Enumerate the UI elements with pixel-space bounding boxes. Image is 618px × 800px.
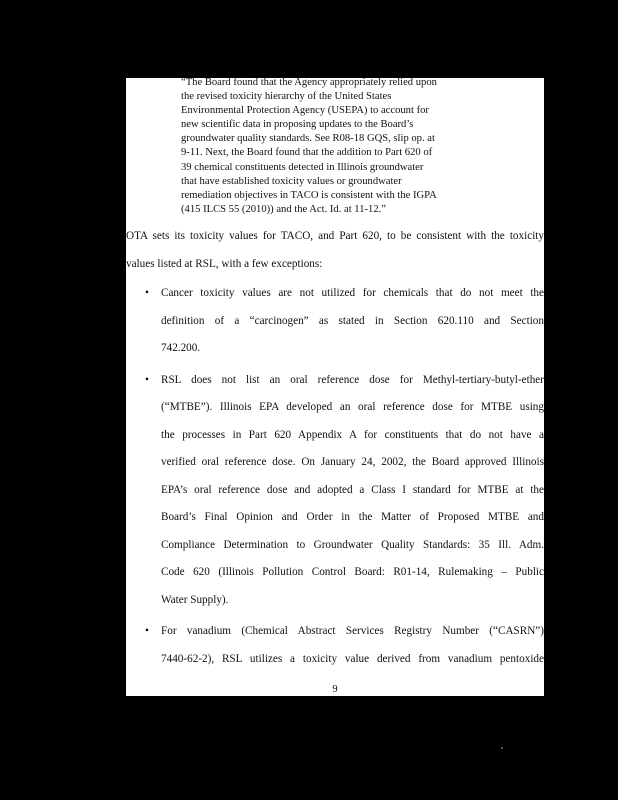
quote-line: 9-11. Next, the Board found that the addition to Part 620 of (181, 147, 433, 159)
bullet-line: Code 620 (Illinois Pollution Control Board: R01-14, Rulemaking – Public (161, 566, 544, 578)
bullet-line: verified oral reference dose. On January 24, 2002, the Board approved Illinois (161, 456, 544, 468)
quote-line: groundwater quality standards. See R08-18 GQS, slip op. at (181, 133, 435, 145)
bullet-icon: • (145, 373, 149, 386)
quote-line: remediation objectives in TACO is consistent with the IGPA (181, 189, 437, 201)
quote-line: Environmental Protection Agency (USEPA) to account for (181, 105, 429, 117)
block-quote (181, 78, 470, 217)
bullet-line: the processes in Part 620 Appendix A for constituents that do not have a (161, 428, 544, 441)
bullet-line: (“MTBE”). Illinois EPA developed an oral reference dose for MTBE using (161, 401, 544, 413)
bullet-line: Water Supply). (161, 593, 229, 606)
bullet-line: definition of a “carcinogen” as stated in Section 620.110 and Section (161, 314, 544, 327)
bullet-icon: • (145, 625, 149, 637)
bullet-line: RSL does not list an oral reference dose for Methyl-tertiary-butyl-ether (161, 373, 544, 386)
quote-line: (415 ILCS 55 (2010)) and the Act. Id. at 11-12.” (181, 203, 386, 215)
quote-line: “The Board found that the Agency appropriately relied upon (181, 78, 437, 88)
intro-line: OTA sets its toxicity values for TACO, and Part 620, to be consistent with the toxicity (126, 230, 544, 242)
bullet-line: Board’s Final Opinion and Order in the Matter of Proposed MTBE and (161, 511, 544, 523)
intro-line: values listed at RSL, with a few exceptions: (126, 257, 323, 270)
scan-speck (501, 747, 503, 749)
bullet-line: Compliance Determination to Groundwater Quality Standards: 35 Ill. Adm. (161, 538, 544, 551)
quote-line: new scientific data in proposing updates to the Board’s (181, 119, 414, 131)
bullet-line: Cancer toxicity values are not utilized for chemicals that do not meet the (161, 287, 544, 299)
bullet-line: 7440-62-2), RSL utilizes a toxicity value derived from vanadium pentoxide (161, 652, 544, 665)
quote-line: that have established toxicity values or groundwater (181, 175, 402, 187)
quote-line: the revised toxicity hierarchy of the United States (181, 91, 392, 103)
quote-line: 39 chemical constituents detected in Illinois groundwater (181, 161, 424, 173)
page-number: 9 (332, 684, 338, 695)
bullet-line: 742.200. (161, 342, 201, 354)
bullet-line: EPA’s oral reference dose and adopted a Class I standard for MTBE at the (161, 483, 544, 496)
bullet-icon: • (145, 287, 149, 299)
document-page (126, 78, 544, 696)
bullet-line: For vanadium (Chemical Abstract Services Registry Number (“CASRN”) (161, 625, 544, 637)
